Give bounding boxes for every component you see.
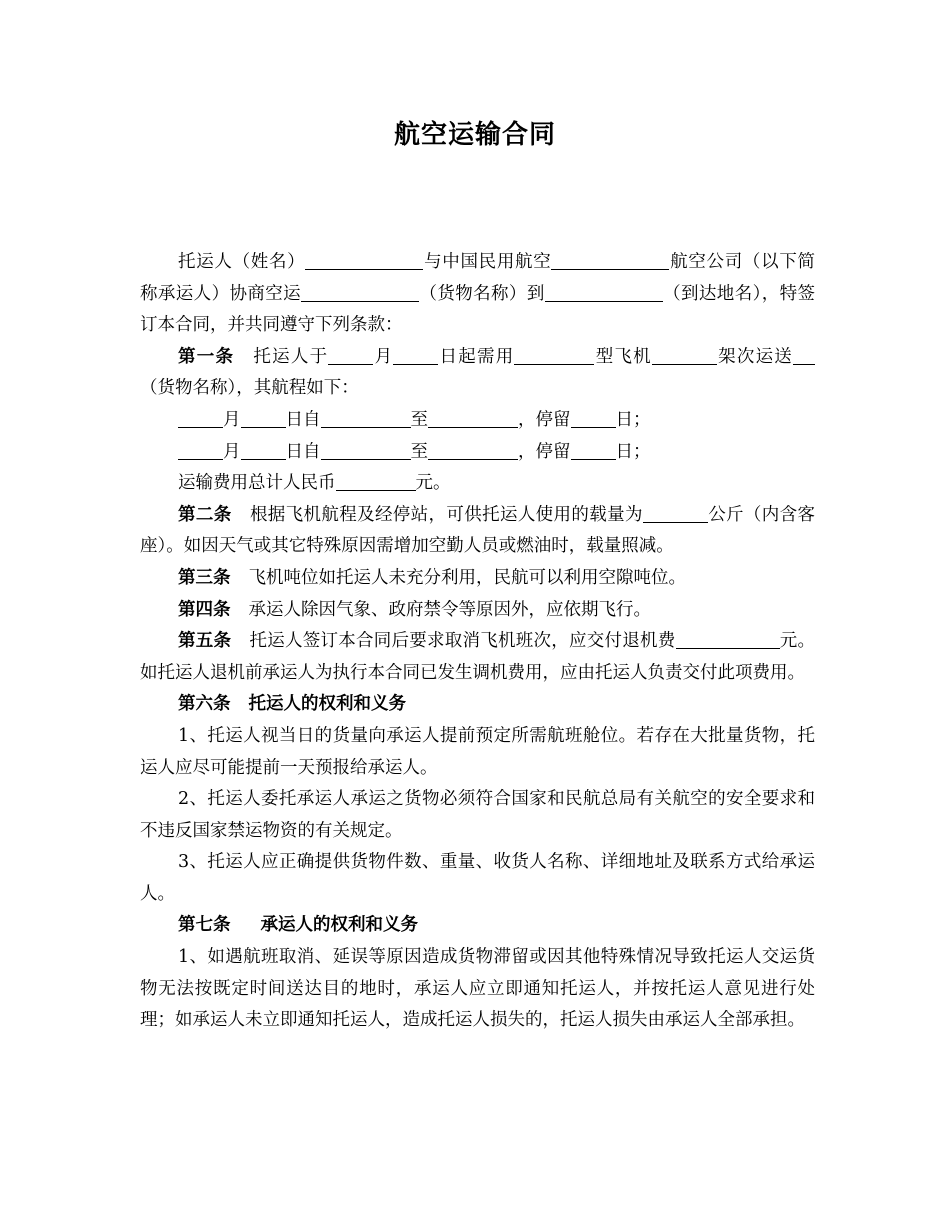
route-2-to-label: 至 (410, 441, 428, 462)
payload-blank (643, 504, 708, 523)
route-1-stay-blank (571, 409, 616, 428)
article-6-item-1: 1、托运人视当日的货量向承运人提前预定所需航班舱位。若存在大批量货物，托运人应尽可能提前一天预报给承运人。 (140, 725, 815, 778)
route-1-day-blank (241, 409, 286, 428)
route-2-destination-blank (428, 441, 518, 460)
article-1-text-1: 托运人于 (252, 346, 329, 367)
airline-name-blank (551, 252, 669, 271)
route-line-2 (140, 437, 815, 469)
article-3 (140, 563, 815, 595)
document-title: 航空运输合同 (393, 120, 556, 150)
article-3-heading: 第三条 (178, 567, 231, 588)
article-6-heading: 第六条 (178, 694, 231, 715)
article-7-item-1: 1、如遇航班取消、延误等原因造成货物滞留或因其他特殊情况导致托运人交运货物无法按既定时间送达目的地时，承运人应立即通知托运人，并按托运人意见进行处理；如承运人未立即通知托运人，造成托运人损失的，托运人损失由承运人全部承担。 (140, 947, 815, 1031)
route-2-stay-label: ，停留 (518, 441, 571, 462)
route-line-1 (140, 405, 815, 437)
article-1-text-4: 型飞机 (594, 346, 652, 367)
route-2-origin-blank (321, 441, 411, 460)
article-3-text: 飞机吨位如托运人未充分利用，民航可以利用空隙吨位。 (248, 567, 686, 588)
article-6-item-2: 2、托运人委托承运人承运之货物必须符合国家和民航总局有关航空的安全要求和不违反国家禁运物资的有关规定。 (140, 789, 815, 841)
route-2-from-label: 日自 (285, 441, 321, 462)
article-1-text-2: 月 (373, 346, 394, 367)
article-4-text: 承运人除因气象、政府禁令等原因外，应依期飞行。 (248, 599, 651, 620)
route-1-end-label: 日； (615, 409, 651, 430)
route-2-day-blank (241, 441, 286, 460)
intro-text-4: （货物名称）到 (419, 283, 545, 304)
route-2-month-blank (178, 441, 223, 460)
transport-fee-label: 运输费用总计人民币 (178, 473, 336, 494)
article-1-text-5: 架次运送 (716, 346, 794, 367)
article-4-heading: 第四条 (178, 599, 231, 620)
route-2-end-label: 日； (615, 441, 651, 462)
article-2-text-2: 公斤（内含客座）。如因天气或其它特殊原因需增加空勤人员或燃油时，载量照减。 (140, 504, 815, 557)
article-5 (140, 626, 815, 689)
intro-text-2: 与中国民用航空 (423, 252, 552, 272)
contract-body (140, 247, 815, 1037)
shipper-name-blank (305, 252, 423, 271)
article-4 (140, 595, 815, 627)
article-1 (140, 342, 815, 405)
route-2-stay-blank (571, 441, 616, 460)
article-5-heading: 第五条 (178, 631, 232, 652)
aircraft-type-blank (514, 346, 594, 365)
route-1-month-blank (178, 409, 223, 428)
route-1-to-label: 至 (410, 409, 428, 430)
article-6-subheading: 托运人的权利和义务 (248, 694, 406, 715)
article-7-subheading: 承运人的权利和义务 (260, 915, 418, 936)
article-2-heading: 第二条 (178, 504, 232, 525)
article-6-item-3: 3、托运人应正确提供货物件数、重量、收货人名称、详细地址及联系方式给承运人。 (140, 852, 815, 904)
intro-paragraph (140, 247, 815, 342)
article-5-text-2: 元。如托运人退机前承运人为执行本合同已发生调机费用，应由托运人负责交付此项费用。 (140, 631, 815, 683)
route-1-from-label: 日自 (285, 409, 321, 430)
article-1-text-6: （货物名称），其航程如下： (140, 378, 359, 399)
flight-count-blank (652, 346, 717, 365)
cargo-origin-blank (301, 283, 419, 302)
article-7-heading-line (140, 910, 815, 942)
route-1-destination-blank (428, 409, 518, 428)
transport-fee-blank (336, 473, 416, 492)
article-2-text-1: 根据飞机航程及经停站，可供托运人使用的载量为 (249, 504, 643, 525)
start-month-blank (328, 346, 373, 365)
destination-blank (545, 283, 663, 302)
route-1-origin-blank (321, 409, 411, 428)
article-6-heading-line (140, 689, 815, 721)
route-2-month-label: 月 (223, 441, 241, 462)
article-5-text-1: 托运人签订本合同后要求取消飞机班次，应交付退机费 (249, 631, 676, 652)
intro-text-1: 托运人（姓名） (178, 252, 306, 272)
start-day-blank (393, 346, 438, 365)
transport-fee-unit: 元。 (415, 473, 451, 494)
article-1-heading: 第一条 (178, 346, 235, 367)
transport-fee-line (140, 468, 815, 500)
route-1-stay-label: ，停留 (518, 409, 571, 430)
article-1-text-3: 日起需用 (438, 346, 515, 367)
route-1-month-label: 月 (223, 409, 241, 430)
article-2 (140, 500, 815, 563)
cargo-name-blank (793, 346, 815, 365)
intro-text-3: 航空公司（以下简称承运人）协商空运 (140, 252, 816, 304)
article-7-heading: 第七条 (178, 915, 231, 936)
cancellation-fee-blank (676, 631, 780, 650)
intro-text-5: （到达地名），特签订本合同，并共同遵守下列条款： (140, 283, 816, 336)
